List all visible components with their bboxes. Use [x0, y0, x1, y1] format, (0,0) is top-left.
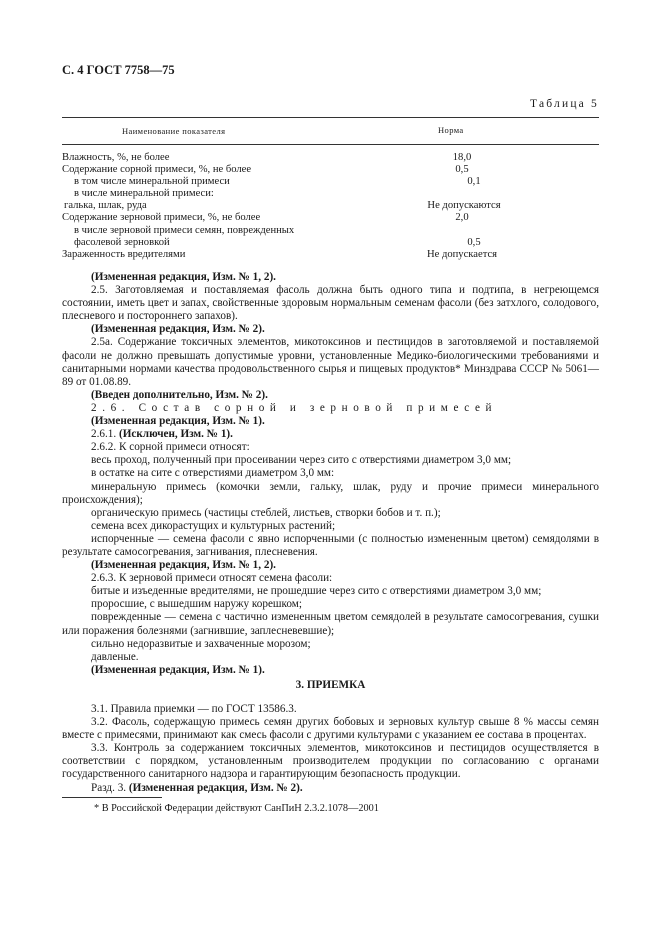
amendment-note: (Введен дополнительно, Изм. № 2).	[91, 388, 268, 401]
paragraph-2-6: 2.6. Состав сорной и зерновой примесей	[91, 401, 498, 414]
list-item: сильно недоразвитые и захваченные морозом;	[91, 637, 311, 650]
row-value	[399, 188, 549, 200]
table-row	[62, 152, 599, 164]
table-row	[62, 188, 599, 200]
paragraph-2-6-1	[62, 428, 599, 441]
table-row	[62, 225, 599, 237]
clause-number: 2.6.1.	[91, 428, 117, 441]
row-name: в числе минеральной примеси:	[74, 188, 214, 200]
amendment-note: (Измененная редакция, Изм. № 1).	[91, 415, 265, 428]
table-body	[62, 145, 599, 261]
paragraph-3-1: 3.1. Правила приемки — по ГОСТ 13586.3.	[91, 703, 297, 715]
row-name: в числе зерновой примеси семян, поврежденных	[74, 224, 295, 236]
amendment-note: (Измененная редакция, Изм. № 2).	[91, 323, 265, 336]
amendment-note: (Измененная редакция, Изм. № 1, 2).	[91, 559, 276, 572]
amendment-note: (Измененная редакция, Изм. № 1, 2).	[91, 271, 276, 283]
clause-excluded-note: (Исключен, Изм. № 1).	[118, 428, 233, 441]
paragraph-3-3: 3.3. Контроль за содержанием токсичных элементов, микотоксинов и пестицидов осуществляется в соответствии с порядком, установленным производителем продукции по согласованию с органами государственного санитарного надзора и гарантирующим безопасность продукции.	[62, 742, 599, 781]
footnote-rule	[62, 797, 162, 798]
table-row	[62, 212, 599, 224]
row-name: Влажность, %, не более	[62, 152, 170, 163]
table-row	[62, 176, 599, 188]
row-value: 0,5	[455, 164, 469, 176]
row-value: 0,5	[467, 236, 481, 248]
table-row	[62, 200, 599, 212]
spec-table	[62, 117, 599, 261]
list-item: испорченные — семена фасоли с явно испорченными (с полностью измененным цветом) семядолями в результате самосогревания, загнивания, плесневения.	[62, 532, 599, 558]
row-value: 18,0	[452, 152, 472, 163]
row-name: Содержание сорной примеси, %, не более	[62, 164, 252, 176]
paragraph-2-6-3: 2.6.3. К зерновой примеси относят семена фасоли:	[91, 572, 333, 585]
table-caption: Таблица 5	[530, 98, 599, 110]
column-header-norm: Норма	[438, 125, 464, 135]
page-header: С. 4 ГОСТ 7758—75	[62, 63, 175, 77]
column-header-name: Наименование показателя	[122, 126, 226, 136]
document-body	[62, 271, 599, 815]
table-row	[62, 164, 599, 176]
list-item: проросшие, с вышедшим наружу корешком;	[91, 598, 302, 611]
list-item: минеральную примесь (комочки земли, гальку, шлак, руду и прочие примеси минерального происхождения);	[62, 480, 599, 506]
list-item: поврежденные — семена с частично измененным цветом семядолей в результате самосогревания, сушки или поражения болезнями (загнившие, заплесневевшие);	[62, 611, 599, 637]
section-amendment	[62, 782, 599, 795]
paragraph-2-5: 2.5. Заготовляемая и поставляемая фасоль должна быть одного типа и подтипа, в негреющемся состоянии, иметь цвет и запах, свойственные здоровым нормальным семенам фасоли (без затхлого, солодового, плесневого и постороннего запахов).	[62, 284, 599, 323]
row-name: фасолевой зерновкой	[74, 236, 170, 248]
list-item: весь проход, полученный при просеивании через сито с отверстиями диаметром 3,0 мм;	[91, 454, 512, 467]
list-item: давленые.	[91, 650, 139, 663]
paragraph-3-2: 3.2. Фасоль, содержащую примесь семян других бобовых и зерновых культур свыше 8 % массы семян вместе с примесями, принимают как смесь фасоли с другими культурами с указанием ее состава в процентах.	[62, 716, 599, 742]
section-title: 3. ПРИЕМКА	[295, 678, 366, 691]
row-value: 2,0	[455, 212, 469, 224]
row-name: Содержание зерновой примеси, %, не более	[62, 212, 261, 224]
row-value: Не допускается	[426, 248, 498, 260]
amendment-note: (Измененная редакция, Изм. № 2).	[128, 781, 303, 794]
section-ref: Разд. 3.	[91, 781, 127, 794]
table-header	[62, 118, 599, 144]
list-item: органическую примесь (частицы стеблей, листьев, створки бобов и т. п.);	[91, 506, 441, 519]
amendment-note: (Измененная редакция, Изм. № 1).	[91, 663, 265, 676]
row-value: Не допускаются	[427, 200, 501, 212]
row-name: Зараженность вредителями	[62, 248, 186, 260]
footnote: * В Российской Федерации действуют СанПиН 2.3.2.1078—2001	[94, 802, 379, 814]
paragraph-2-5a: 2.5а. Содержание токсичных элементов, микотоксинов и пестицидов в заготовляемой и поставляемой фасоли не должно превышать допустимые уровни, установленные Медико-биологическими требованиями и санитарными нормами качества продовольственного сырья и пищевых продуктов* Минздрава СССР № 5061—89 от 01.08.89.	[62, 336, 599, 388]
list-item: битые и изъеденные вредителями, не прошедшие через сито с отверстиями диаметром 3,0 мм;	[91, 585, 542, 598]
list-item: семена всех дикорастущих и культурных растений;	[91, 519, 336, 532]
row-name: в том числе минеральной примеси	[74, 176, 230, 188]
table-row	[62, 249, 599, 261]
row-name: галька, шлак, руда	[64, 200, 147, 212]
paragraph-2-6-2: 2.6.2. К сорной примеси относят:	[91, 441, 250, 454]
row-value	[399, 225, 549, 237]
table-row	[62, 237, 599, 249]
row-value: 0,1	[467, 176, 481, 188]
list-item: в остатке на сите с отверстиями диаметром 3,0 мм:	[91, 467, 335, 480]
